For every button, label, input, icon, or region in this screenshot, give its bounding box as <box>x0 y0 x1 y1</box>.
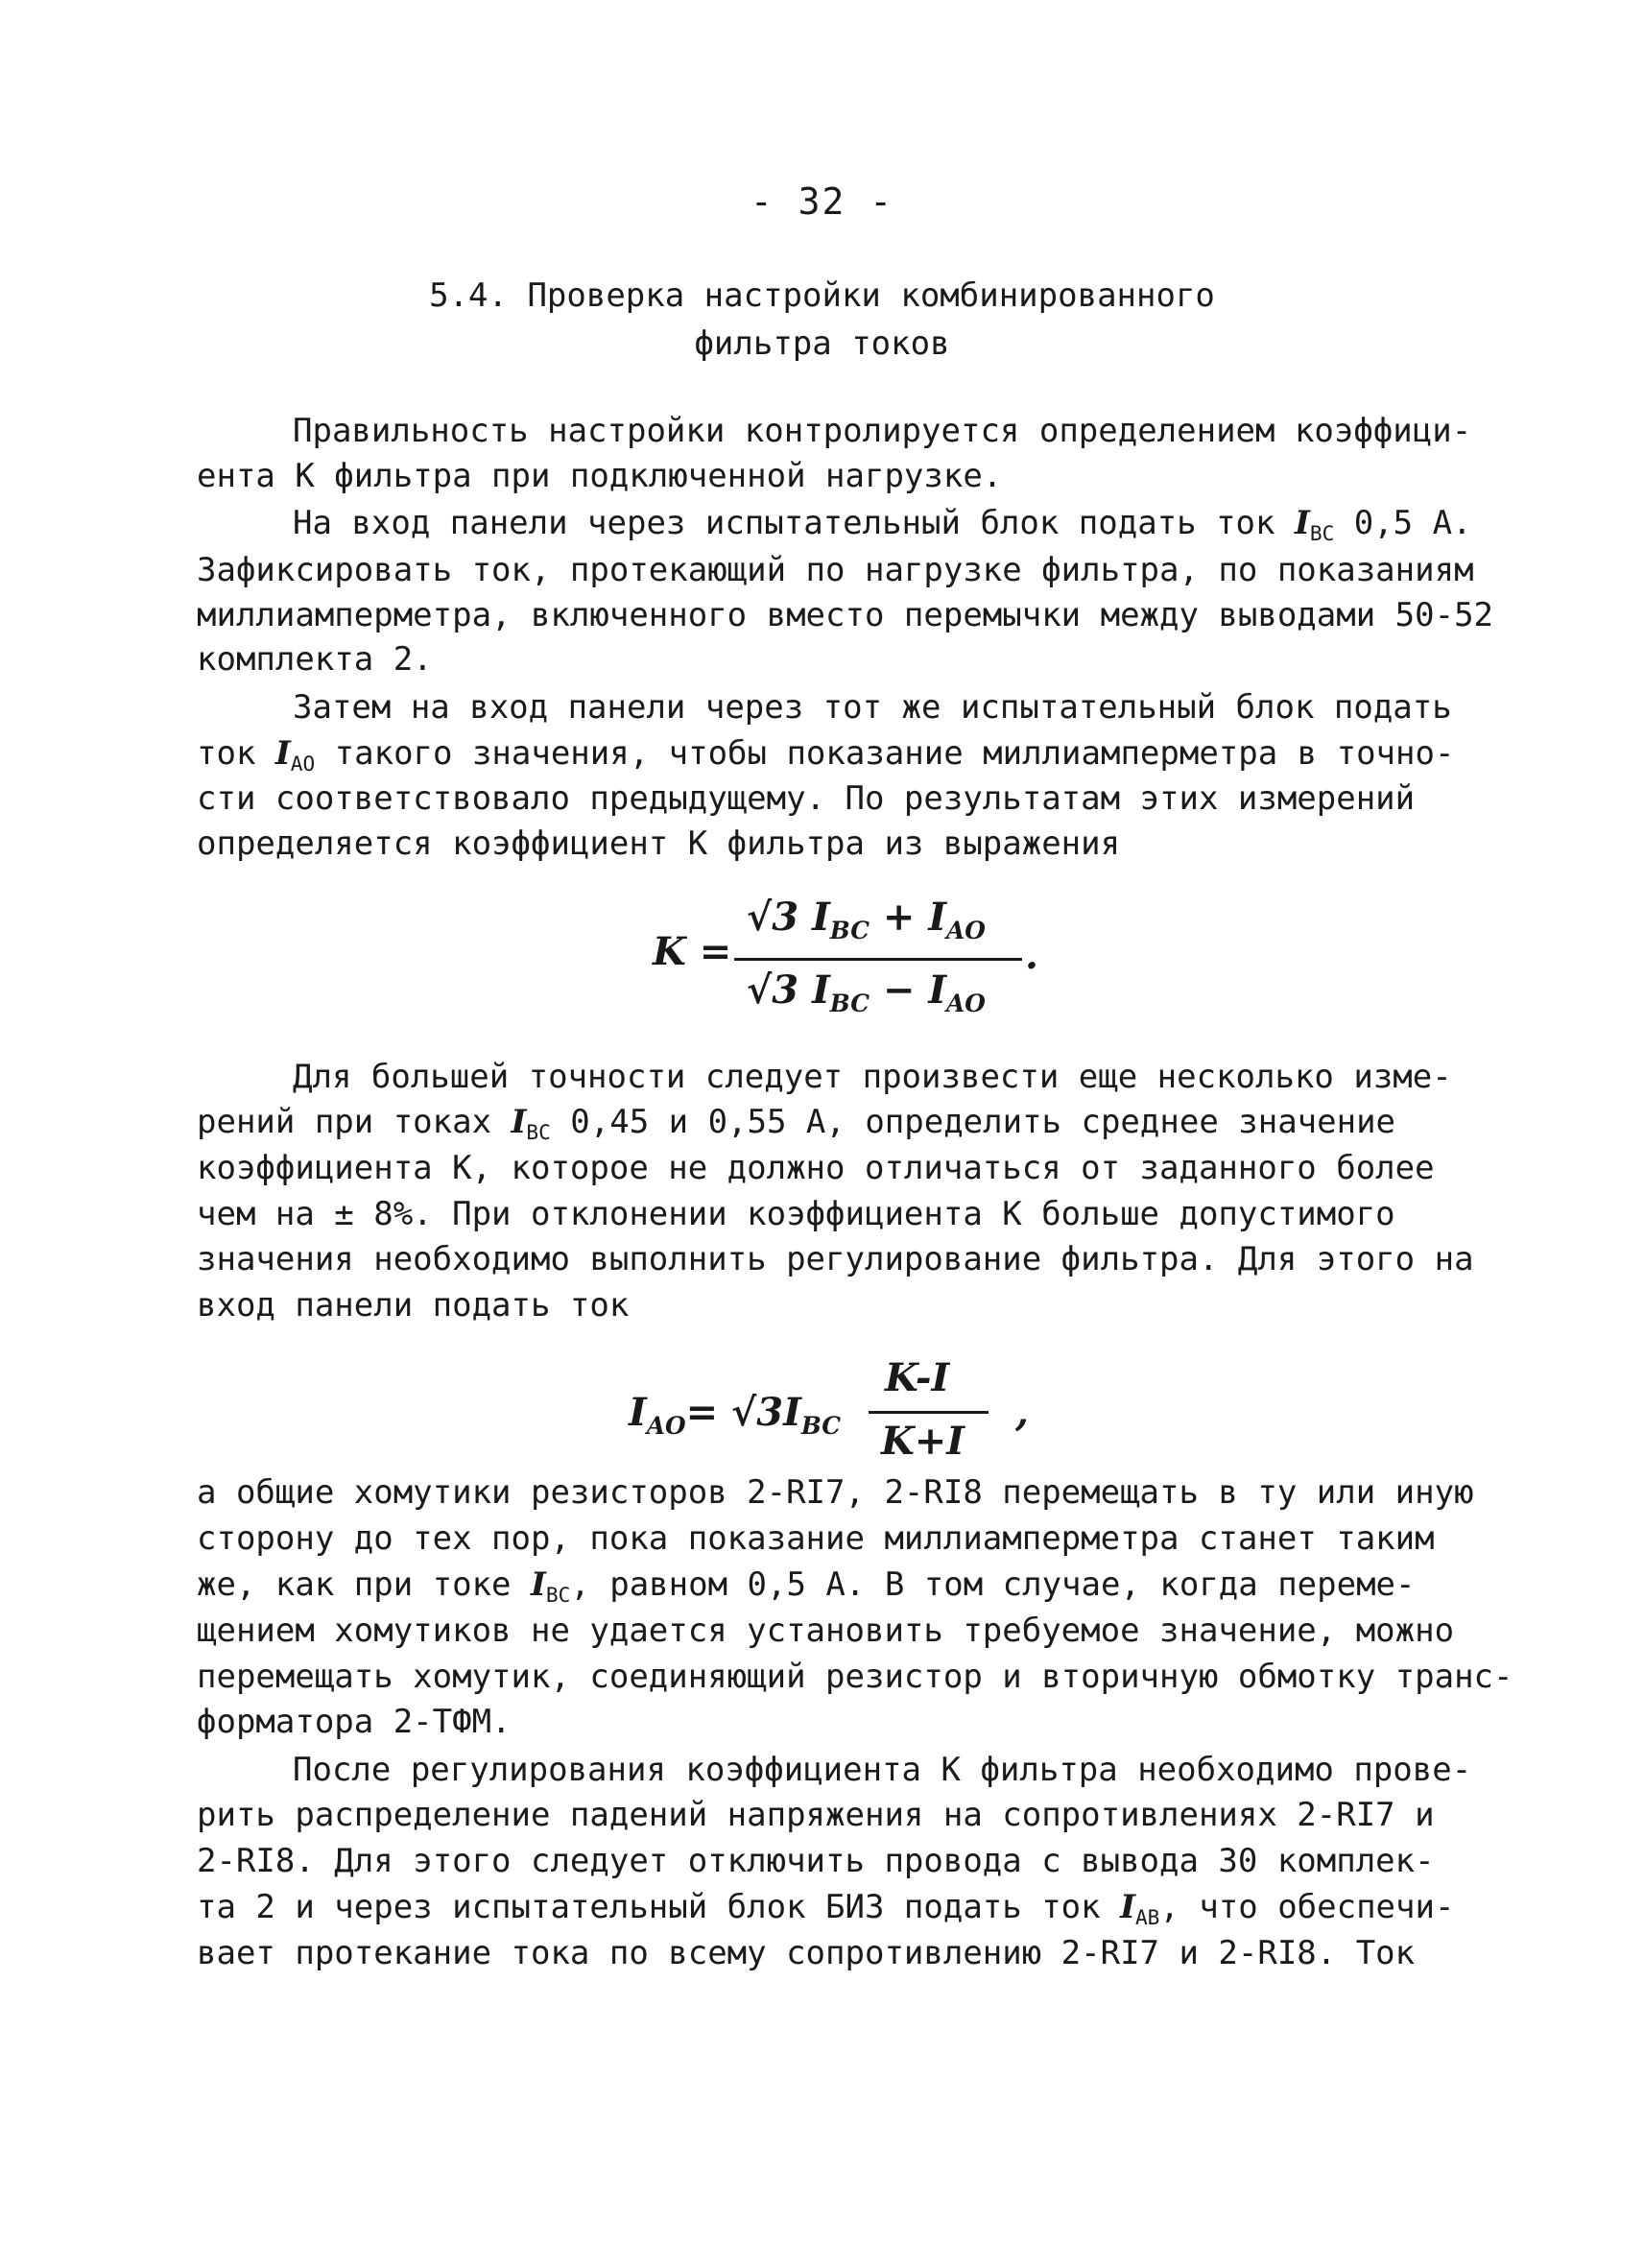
para6-line-1: После регулирования коэффициента К фильтра необходимо прове- <box>293 1751 1472 1789</box>
para4-line-4: чем на ± 8%. При отклонении коэффициента К больше допустимого <box>197 1195 1395 1233</box>
para5-line-3: же, как при токе $I_{ВС}$, равном 0,5 А. В том случае, когда переме- <box>197 1565 1416 1608</box>
formula1-lhs: K = <box>653 929 732 974</box>
para5-line-2: сторону до тех пор, пока показание миллиамперметра станет таким <box>197 1519 1435 1558</box>
para6-line-2: рить распределение падений напряжения на сопротивлениях 2-RI7 и <box>197 1796 1435 1834</box>
section-title-line-2: фильтра токов <box>694 324 950 363</box>
formula1-period: . <box>1025 933 1038 978</box>
formula1-denominator: √3 $I_{BC} - I_{AO}$ <box>747 967 986 1017</box>
para1-line-2: ента К фильтра при подключенной нагрузке. <box>197 457 1003 495</box>
para2-line-4: комплекта 2. <box>197 640 433 679</box>
formula2-numerator: K-I <box>885 1355 950 1400</box>
formula2-lhs: $I_{AO}= √3I_{BC}$ <box>629 1390 842 1440</box>
para4-line-3: коэффициента К, которое не должно отличаться от заданного более <box>197 1149 1435 1187</box>
para5-line-6: форматора 2-ТФМ. <box>197 1703 512 1741</box>
para4-line-6: вход панели подать ток <box>197 1286 630 1325</box>
para6-line-5: вает протекание тока по всему сопротивлению 2-RI7 и 2-RI8. Ток <box>197 1934 1416 1972</box>
para5-line-5: перемещать хомутик, соединяющий резистор и вторичную обмотку транс- <box>197 1658 1513 1696</box>
para3-line-4: определяется коэффициент К фильтра из выражения <box>197 824 1121 863</box>
para4-line-1: Для большей точности следует произвести еще несколько изме- <box>293 1058 1452 1096</box>
formula1-numerator: √3 $I_{BC} + I_{AO}$ <box>747 895 986 944</box>
para4-line-2: рений при токах $I_{ВС}$ 0,45 и 0,55 А, определить среднее значение <box>197 1103 1396 1145</box>
para2-line-3: миллиамперметра, включенного вместо перемычки между выводами 50-52 <box>197 596 1494 634</box>
para3-line-2: ток $I_{АО}$ такого значения, чтобы показание миллиамперметра в точно- <box>197 734 1455 776</box>
para6-line-4: та 2 и через испытательный блок БИЗ подать ток $I_{АВ}$, что обеспечи- <box>197 1888 1455 1930</box>
formula1-fraction-bar <box>734 958 1022 961</box>
para6-line-3: 2-RI8. Для этого следует отключить провода с вывода 30 комплек- <box>197 1842 1435 1880</box>
para3-line-1: Затем на вход панели через тот же испытательный блок подать <box>293 688 1452 727</box>
para5-line-1: а общие хомутики резисторов 2-RI7, 2-RI8 перемещать в ту или иную <box>197 1473 1474 1512</box>
formula2-denominator: K+I <box>881 1419 965 1464</box>
formula2-comma: , <box>1015 1390 1029 1435</box>
page-number: - 32 - <box>750 180 894 223</box>
para5-line-4: щением хомутиков не удается установить требуемое значение, можно <box>197 1611 1455 1650</box>
formula2-fraction-bar <box>869 1411 989 1414</box>
para3-line-3: сти соответствовало предыдущему. По результатам этих измерений <box>197 779 1416 818</box>
para4-line-5: значения необходимо выполнить регулирование фильтра. Для этого на <box>197 1240 1474 1278</box>
para2-line-2: Зафиксировать ток, протекающий по нагрузке фильтра, по показаниям <box>197 551 1474 589</box>
para2-line-1: На вход панели через испытательный блок подать ток $I_{ВС}$ 0,5 А. <box>293 504 1472 546</box>
para1-line-1: Правильность настройки контролируется определением коэффици- <box>293 412 1472 450</box>
section-title-line-1: 5.4. Проверка настройки комбинированного <box>429 276 1215 315</box>
